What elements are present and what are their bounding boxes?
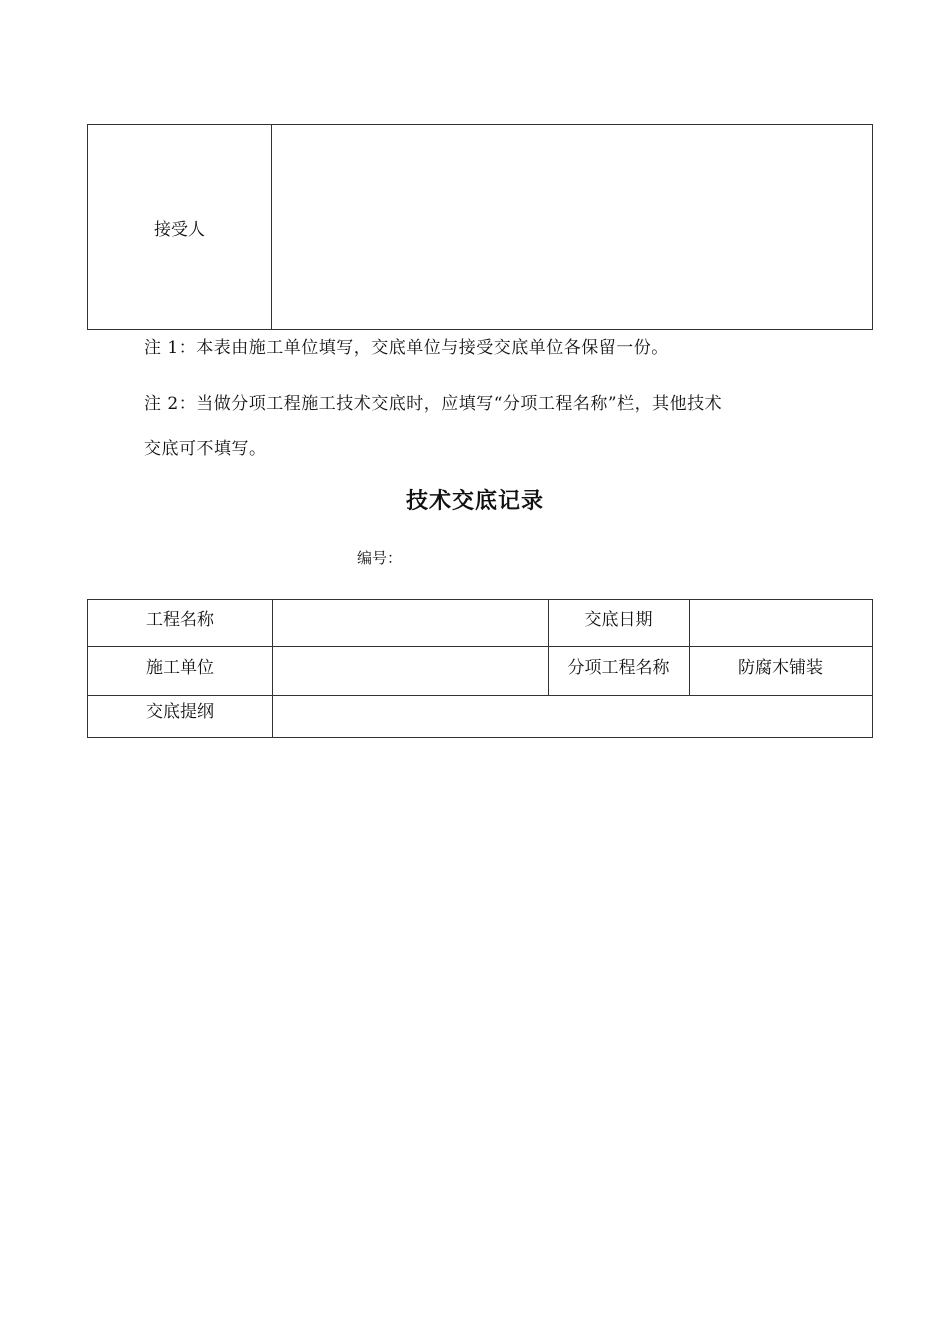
outline-label-cell <box>88 695 272 737</box>
construction-unit-field[interactable] <box>272 648 548 695</box>
receiver-value-cell[interactable] <box>272 125 872 329</box>
date-label-cell <box>548 600 689 646</box>
project-name-field[interactable] <box>272 600 548 646</box>
sub-project-label: 分项工程名称 <box>567 658 670 678</box>
record-table <box>87 599 873 738</box>
receiver-label-cell <box>88 125 272 329</box>
outline-label: 交底提纲 <box>146 702 214 722</box>
record-title: 技术交底记录 <box>405 489 544 514</box>
row-divider <box>88 646 872 647</box>
receiver-label: 接受人 <box>154 219 205 240</box>
serial-number-label: 编号： <box>357 549 403 567</box>
date-label: 交底日期 <box>584 610 653 630</box>
note-2-line-1: 注 2：当做分项工程施工技术交底时，应填写“分项工程名称”栏，其他技术 <box>144 394 723 414</box>
note-2-line-2: 交底可不填写。 <box>144 439 267 459</box>
construction-unit-label: 施工单位 <box>146 658 214 678</box>
outline-field[interactable] <box>272 695 872 737</box>
date-field[interactable] <box>689 600 872 646</box>
sub-project-field[interactable] <box>689 648 872 695</box>
project-name-label: 工程名称 <box>146 610 214 630</box>
sub-project-label-cell <box>548 648 689 695</box>
sub-project-value: 防腐木铺装 <box>738 658 823 678</box>
project-name-label-cell <box>88 600 272 646</box>
receiver-table <box>87 124 873 330</box>
construction-unit-label-cell <box>88 648 272 695</box>
note-1: 注 1：本表由施工单位填写，交底单位与接受交底单位各保留一份。 <box>144 338 669 358</box>
